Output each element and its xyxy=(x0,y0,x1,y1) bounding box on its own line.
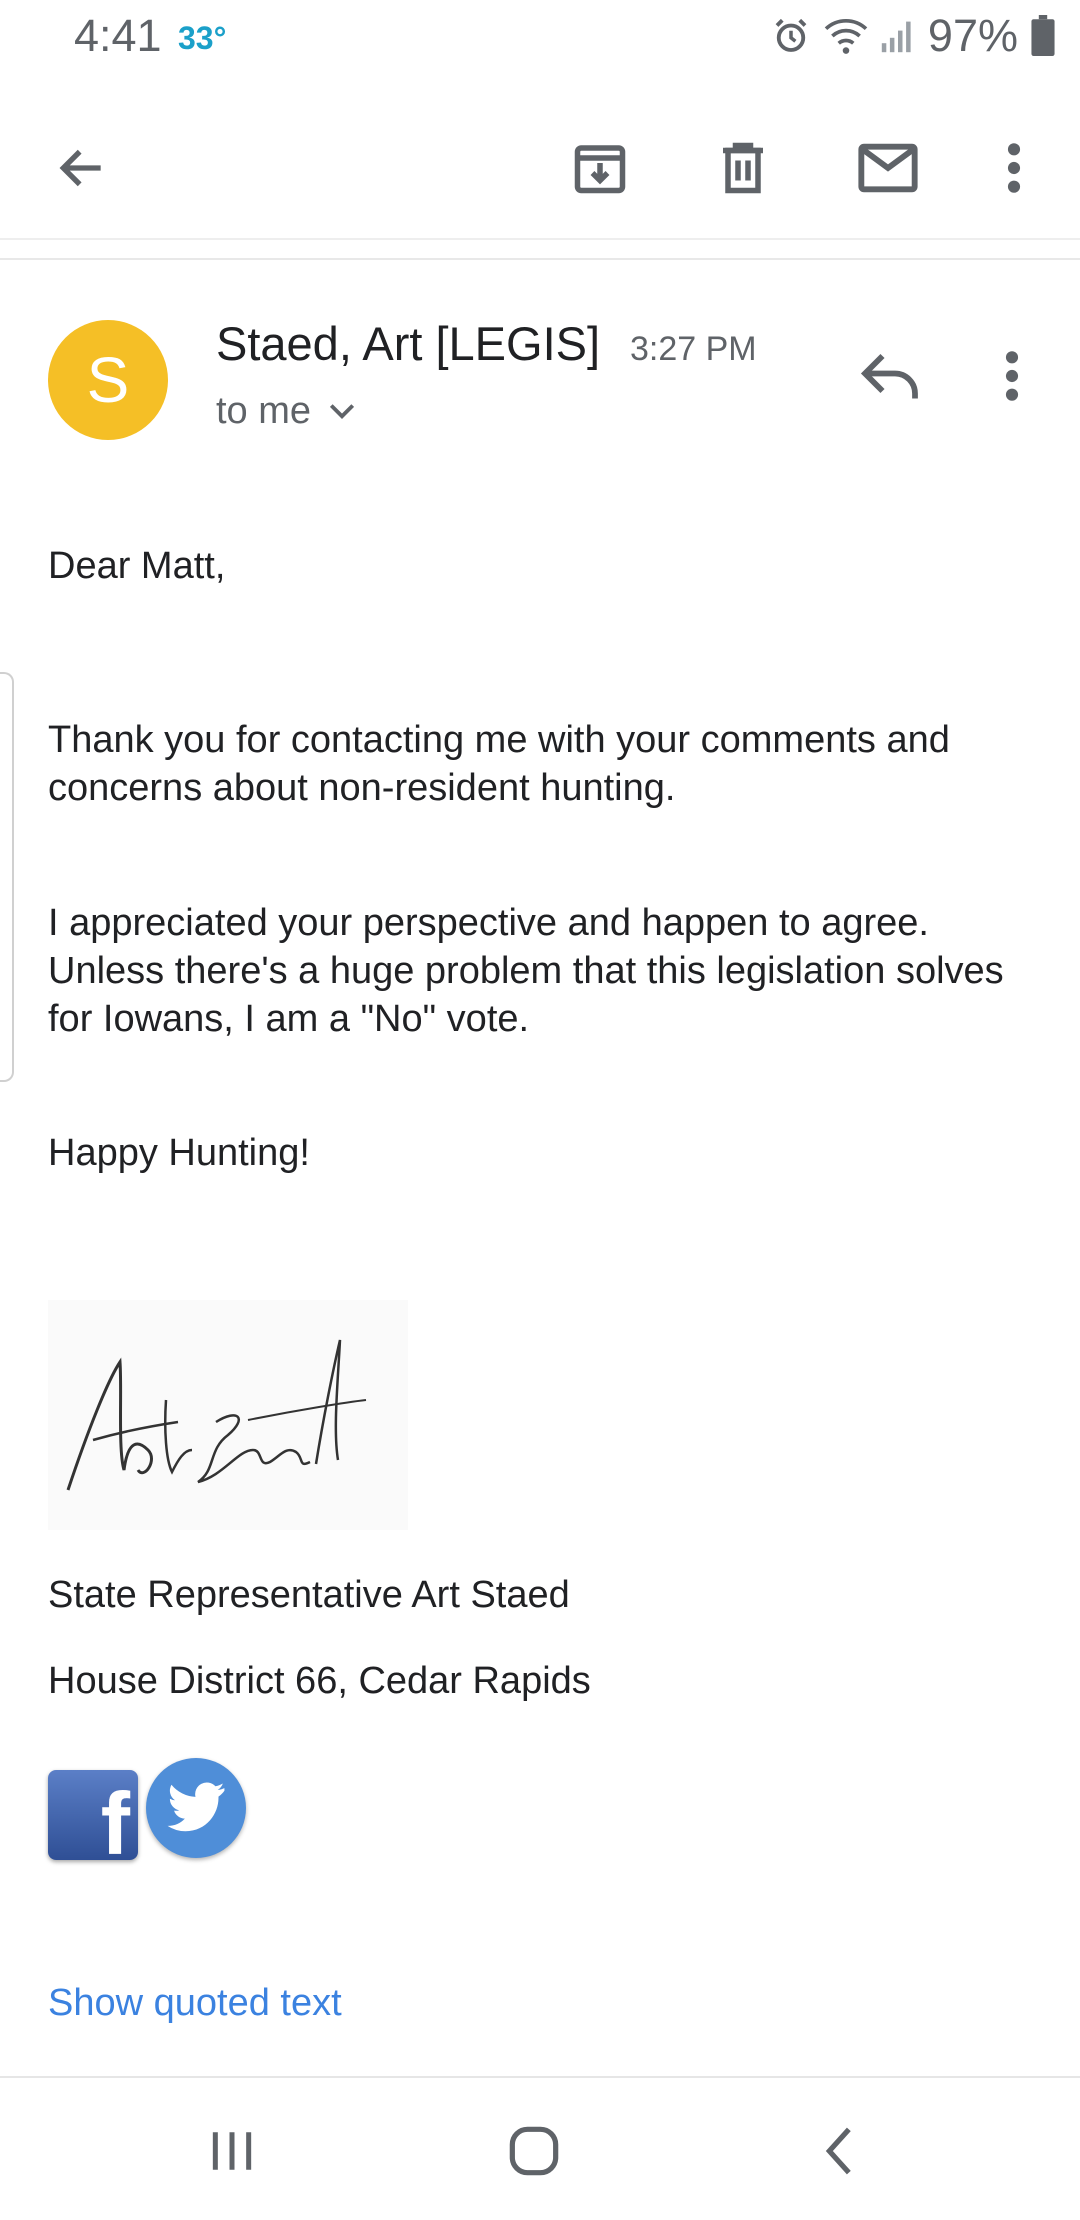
home-icon xyxy=(508,2125,560,2182)
facebook-icon[interactable] xyxy=(48,1770,138,1860)
nav-back-button[interactable] xyxy=(790,2108,886,2198)
trash-icon xyxy=(713,138,773,203)
chevron-left-icon xyxy=(820,2125,856,2182)
wifi-icon xyxy=(824,16,868,56)
sender-avatar[interactable]: S xyxy=(48,320,168,440)
divider xyxy=(0,258,1080,260)
system-nav-bar xyxy=(0,2076,1080,2220)
signature-title: State Representative Art Staed xyxy=(48,1574,570,1616)
message-more-button[interactable] xyxy=(980,336,1044,420)
battery-icon xyxy=(1030,15,1056,57)
reply-icon xyxy=(860,351,920,406)
status-temperature: 33° xyxy=(178,20,227,56)
status-icons xyxy=(770,10,1056,62)
recipient-details-toggle[interactable] xyxy=(216,390,357,433)
chevron-down-icon xyxy=(327,390,357,433)
status-bar xyxy=(0,0,1080,76)
facebook-glyph: f xyxy=(100,1774,130,1860)
sent-time: 3:27 PM xyxy=(630,330,757,368)
mail-icon xyxy=(856,138,920,203)
more-vert-icon xyxy=(1002,348,1022,409)
show-quoted-text-link[interactable]: Show quoted text xyxy=(48,1982,342,2024)
recent-apps-button[interactable] xyxy=(184,2108,280,2198)
sender-name: Staed, Art [LEGIS] xyxy=(216,317,601,370)
handwritten-signature-image xyxy=(48,1300,408,1530)
more-vert-icon xyxy=(1004,140,1024,201)
reply-button[interactable] xyxy=(848,336,932,420)
body-closing: Happy Hunting! xyxy=(48,1132,310,1174)
delete-button[interactable] xyxy=(695,122,791,218)
mark-unread-button[interactable] xyxy=(840,122,936,218)
body-paragraph-1: Thank you for contacting me with your comments and concerns about non-resident hunting. xyxy=(48,719,950,809)
edge-handle[interactable] xyxy=(0,672,14,1082)
body-paragraph-2: I appreciated your perspective and happen to agree. Unless there's a huge problem that this legislation solves for Iowans, I am a "No" vote. xyxy=(48,902,1004,1040)
archive-icon xyxy=(570,138,630,203)
email-toolbar xyxy=(0,100,1080,240)
signature-district: House District 66, Cedar Rapids xyxy=(48,1660,591,1702)
body-greeting: Dear Matt, xyxy=(48,545,226,587)
home-button[interactable] xyxy=(486,2108,582,2198)
more-options-button[interactable] xyxy=(966,122,1062,218)
signal-icon xyxy=(880,18,916,54)
back-button[interactable] xyxy=(34,122,130,218)
recent-apps-icon xyxy=(207,2128,257,2179)
alarm-icon xyxy=(770,15,812,57)
status-time: 4:41 xyxy=(74,10,162,61)
recipient-label: to me xyxy=(216,390,312,432)
battery-percent: 97% xyxy=(927,10,1018,61)
archive-button[interactable] xyxy=(552,122,648,218)
arrow-back-icon xyxy=(54,140,110,201)
twitter-icon[interactable] xyxy=(146,1758,246,1858)
